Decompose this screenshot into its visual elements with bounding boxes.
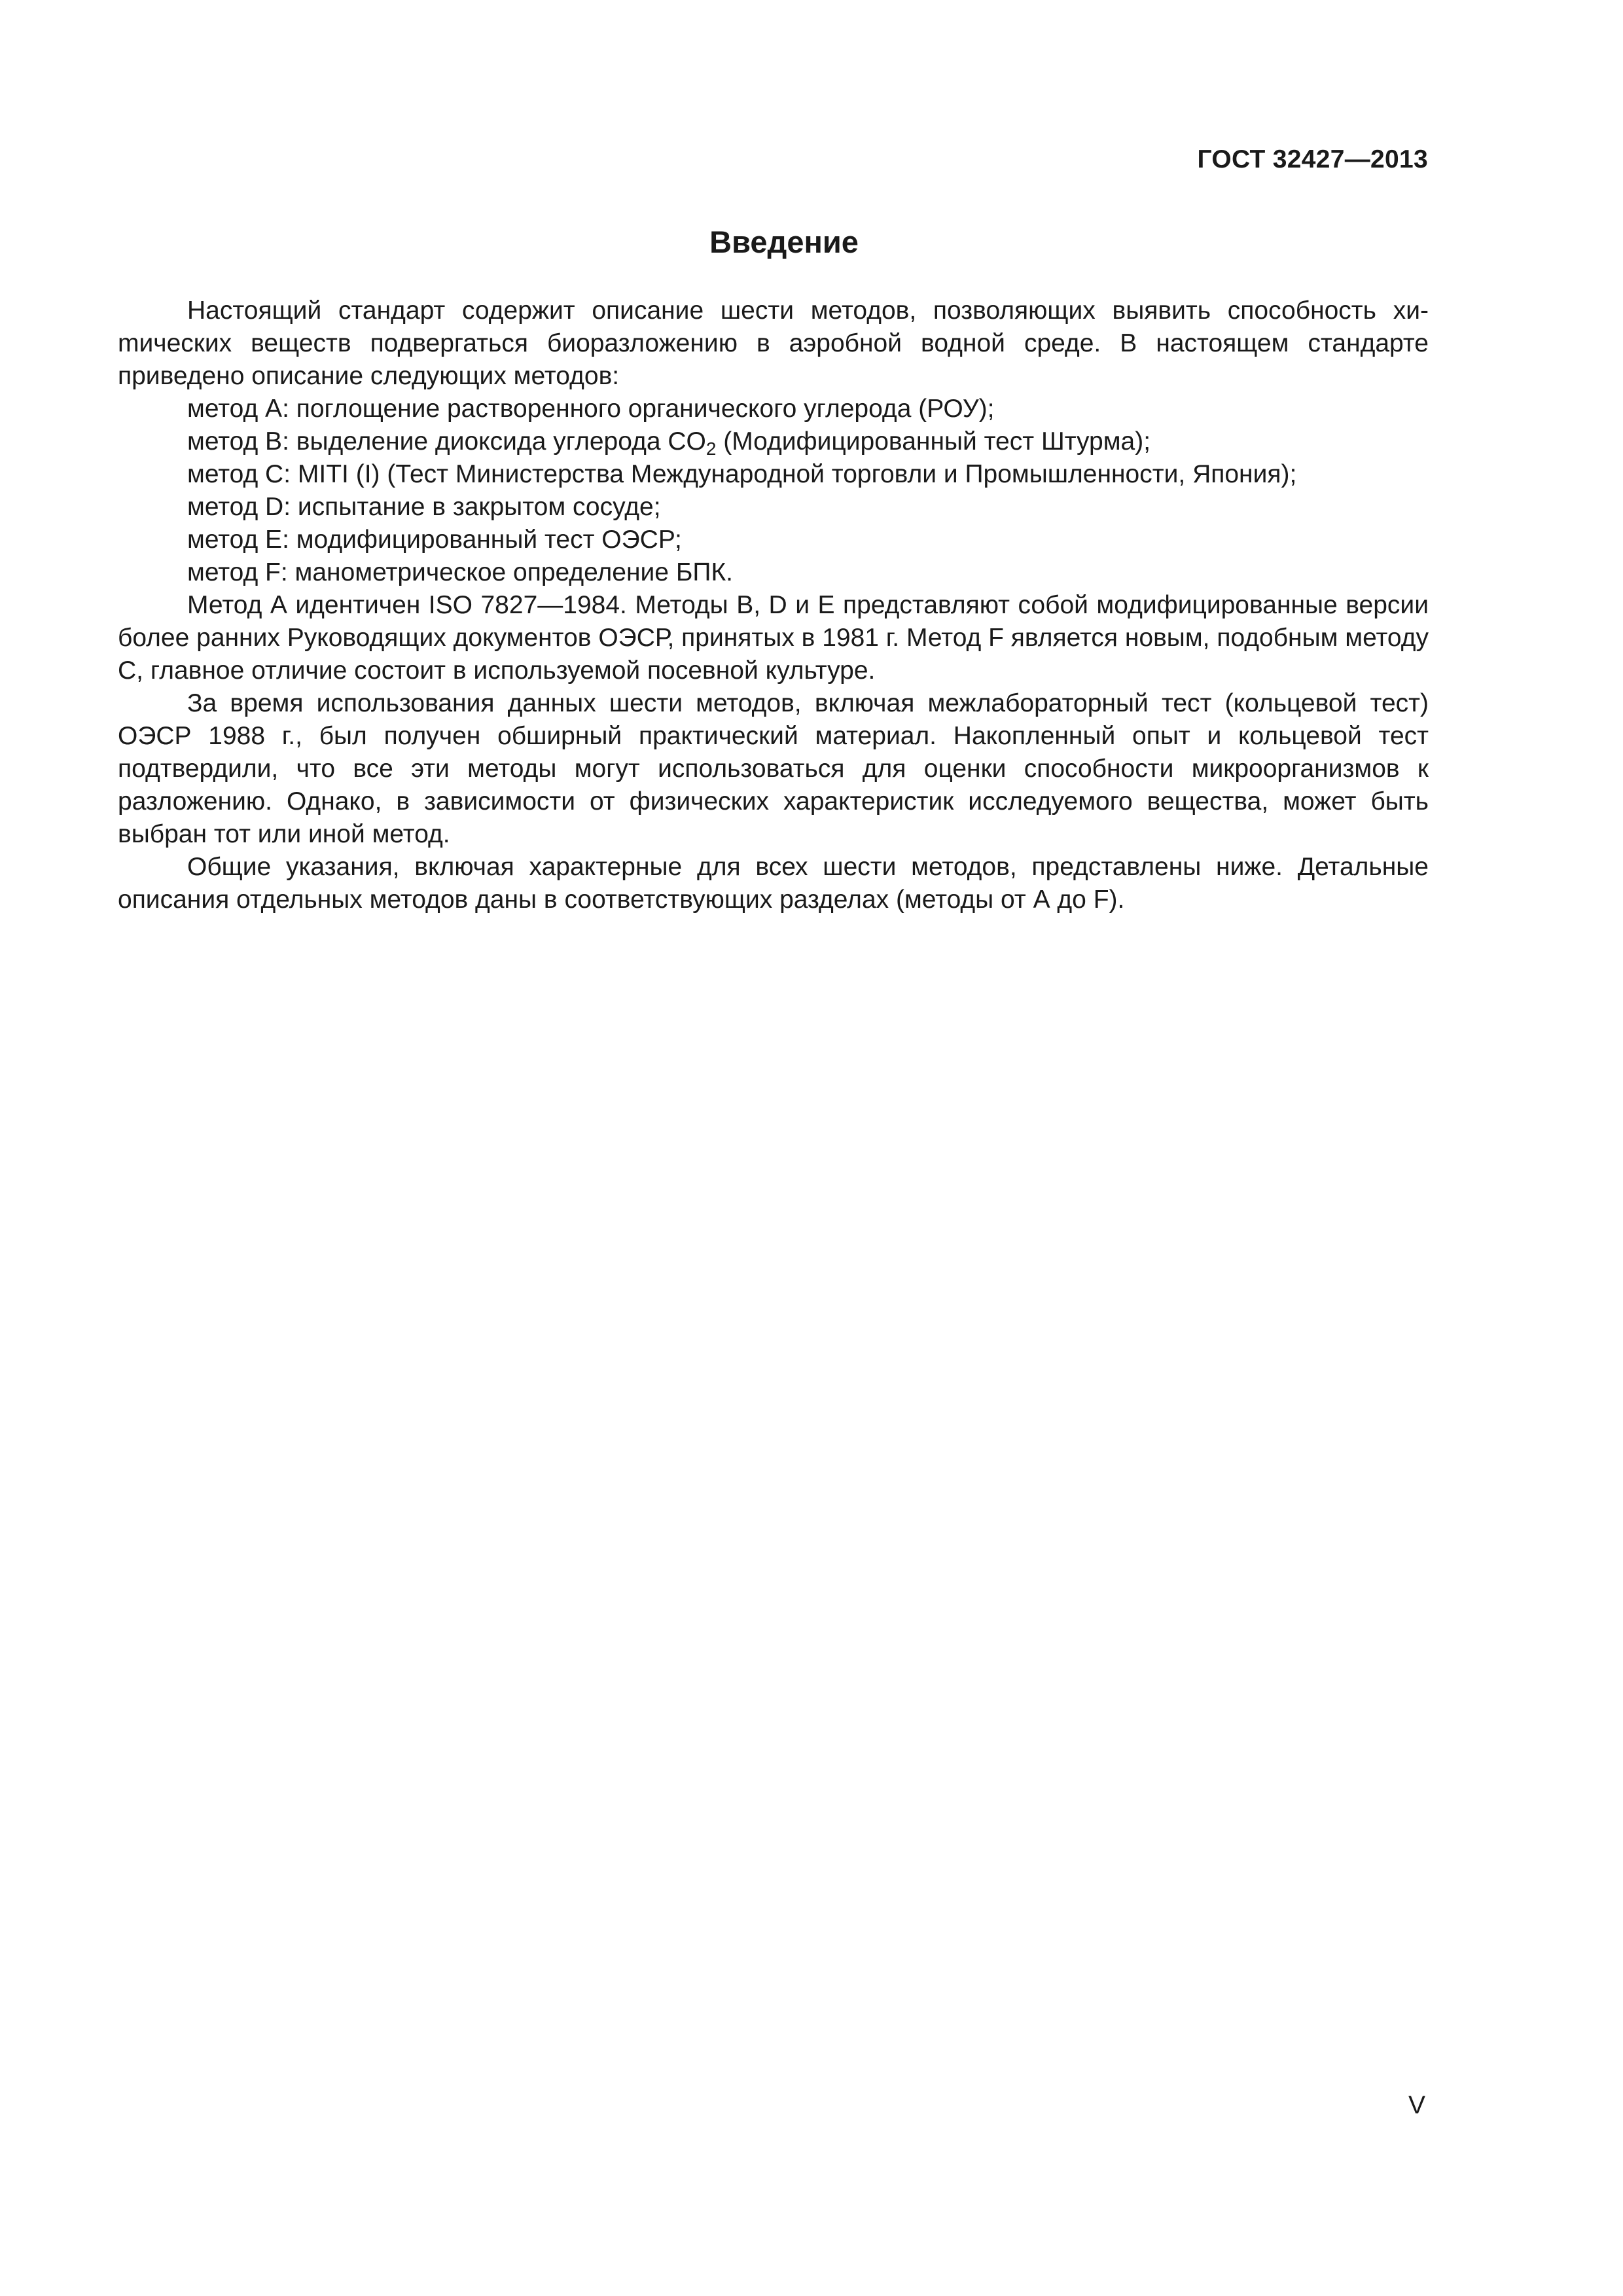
method-b-text: метод В: выделение диоксида углерода CO <box>187 427 706 456</box>
method-c-item: метод С: MITI (I) (Тест Министерства Международной торговли и Промышленности, Япония); <box>187 460 1297 488</box>
page-number: V <box>1408 2091 1425 2119</box>
method-b-item <box>118 425 1429 458</box>
section-title: Введение <box>709 224 859 259</box>
method-a-item: метод А: поглощение растворенного органического углерода (РОУ); <box>187 395 995 423</box>
section-body <box>118 295 1429 916</box>
ring-test-paragraph: За время использования данных шести методов, включая межлабораторный тест (кольцевой тест) ОЭСР 1988 г., был получен обширный практический материал. Накопленный опыт и кольцевой тест подтвердили, что все эти методы могут использоваться для оценки способности микроорганизмов к разложению. Однако, в зависимости от физических характеристик исследуемого вещества, может быть выбран тот или иной метод. <box>118 689 1429 848</box>
general-guidance-paragraph: Общие указания, включая характерные для всех шести методов, представлены ниже. Детальные описания отдельных методов даны в соответствующих разделах (методы от А до F). <box>118 853 1429 914</box>
document-code: ГОСТ 32427—2013 <box>1197 145 1428 173</box>
methods-origin-paragraph: Метод А идентичен ISO 7827—1984. Методы B, D и E представляют собой модифицированные версии более ранних Руководящих документов ОЭСР, принятых в 1981 г. Метод F является новым, подобным методу С, главное отличие состоит в используемой посевной культуре. <box>118 591 1429 685</box>
method-e-item: метод Е: модифицированный тест ОЭСР; <box>187 526 682 554</box>
method-b-tail: (Модифицированный тест Штурма); <box>716 427 1151 456</box>
method-d-item: метод D: испытание в закрытом сосуде; <box>187 493 661 521</box>
co2-subscript: 2 <box>705 439 717 459</box>
method-f-item: метод F: манометрическое определение БПК. <box>187 558 734 586</box>
intro-paragraph: Настоящий стандарт содержит описание шести методов, позволяющих выявить способность хиmических веществ подвергаться биоразложению в аэробной водной среде. В настоящем стандарте приведено описание следующих методов: <box>118 296 1429 390</box>
